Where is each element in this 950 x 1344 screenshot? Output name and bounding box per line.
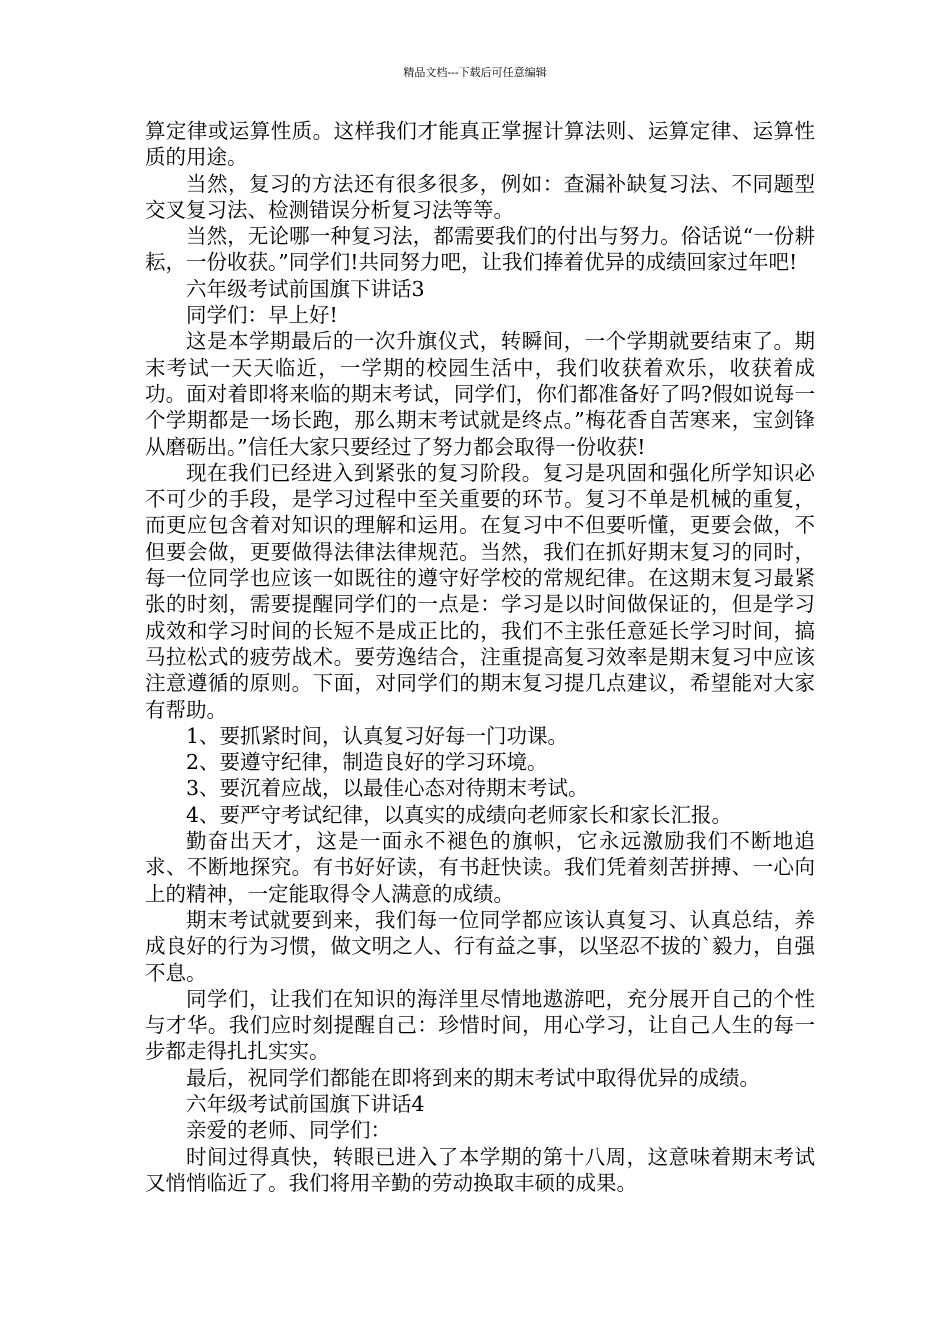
greeting-3: 同学们：早上好!	[186, 303, 338, 328]
section-heading-3: 六年级考试前国旗下讲话3	[186, 276, 425, 301]
paragraph-14: 同学们，让我们在知识的海洋里尽情地遨游吧，充分展开自己的个性与才华。我们应时刻提醒自己：珍惜时间，用心学习，让自己人生的每一步都走得扎扎实实。	[145, 986, 815, 1064]
list-item-3: 3、要沉着应战，以最佳心态对待期末考试。	[186, 776, 589, 801]
paragraph-18: 时间过得真快，转眼已进入了本学期的第十八周，这意味着期末考试又悄悄临近了。我们将用辛勤的劳动换取丰硕的成果。	[145, 1144, 815, 1195]
paragraph-6: 这是本学期最后的一次升旗仪式，转瞬间，一个学期就要结束了。期末考试一天天临近，一学期的校园生活中，我们收获着欢乐，收获着成功。面对着即将来临的期末考试，同学们，你们都准备好了吗?假如说每一个学期都是一场长跑，那么期末考试就是终点。”梅花香自苦寒来，宝剑锋从磨砺出。”信任大家只要经过了努力都会取得一份收获!	[145, 329, 815, 459]
section-heading-4: 六年级考试前国旗下讲话4	[186, 1091, 425, 1116]
paragraph-1: 算定律或运算性质。这样我们才能真正掌握计算法则、运算定律、运算性质的用途。	[145, 119, 815, 170]
paragraph-2: 当然，复习的方法还有很多很多，例如：查漏补缺复习法、不同题型交叉复习法、检测错误分析复习法等等。	[145, 171, 815, 222]
list-item-2: 2、要遵守纪律，制造良好的学习环境。	[186, 750, 548, 775]
list-item-1: 1、要抓紧时间，认真复习好每一门功课。	[186, 723, 569, 748]
document-body	[145, 118, 815, 1196]
page-header: 精品文档---下载后可任意编辑	[403, 66, 547, 79]
paragraph-7: 现在我们已经进入到紧张的复习阶段。复习是巩固和强化所学知识必不可少的手段，是学习过程中至关重要的环节。复习不单是机械的重复，而更应包含着对知识的理解和运用。在复习中不但要听懂，更要会做，不但要会做，更要做得法律法律规范。当然，我们在抓好期末复习的同时，每一位同学也应该一如既往的遵守好学校的常规纪律。在这期末复习最紧张的时刻，需要提醒同学们的一点是：学习是以时间做保证的，但是学习成效和学习时间的长短不是成正比的，我们不主张任意延长学习时间，搞马拉松式的疲劳战术。要劳逸结合，注重提高复习效率是期末复习中应该注意遵循的原则。下面，对同学们的期末复习提几点建议，希望能对大家有帮助。	[145, 460, 815, 722]
greeting-4: 亲爱的老师、同学们：	[186, 1118, 391, 1143]
paragraph-12: 勤奋出天才，这是一面永不褪色的旗帜，它永远激励我们不断地追求、不断地探究。有书好好读，有书赶快读。我们凭着刻苦拼搏、一心向上的精神，一定能取得令人满意的成绩。	[145, 829, 815, 906]
paragraph-13: 期末考试就要到来，我们每一位同学都应该认真复习、认真总结，养成良好的行为习惯，做文明之人、行有益之事，以坚忍不拔的`毅力，自强不息。	[145, 907, 815, 985]
paragraph-15: 最后，祝同学们都能在即将到来的期末考试中取得优异的成绩。	[186, 1065, 760, 1090]
list-item-4: 4、要严守考试纪律，以真实的成绩向老师家长和家长汇报。	[186, 802, 733, 827]
paragraph-3: 当然，无论哪一种复习法，都需要我们的付出与努力。俗话说“一份耕耘，一份收获。”同学们!共同努力吧，让我们捧着优异的成绩回家过年吧!	[145, 224, 815, 275]
